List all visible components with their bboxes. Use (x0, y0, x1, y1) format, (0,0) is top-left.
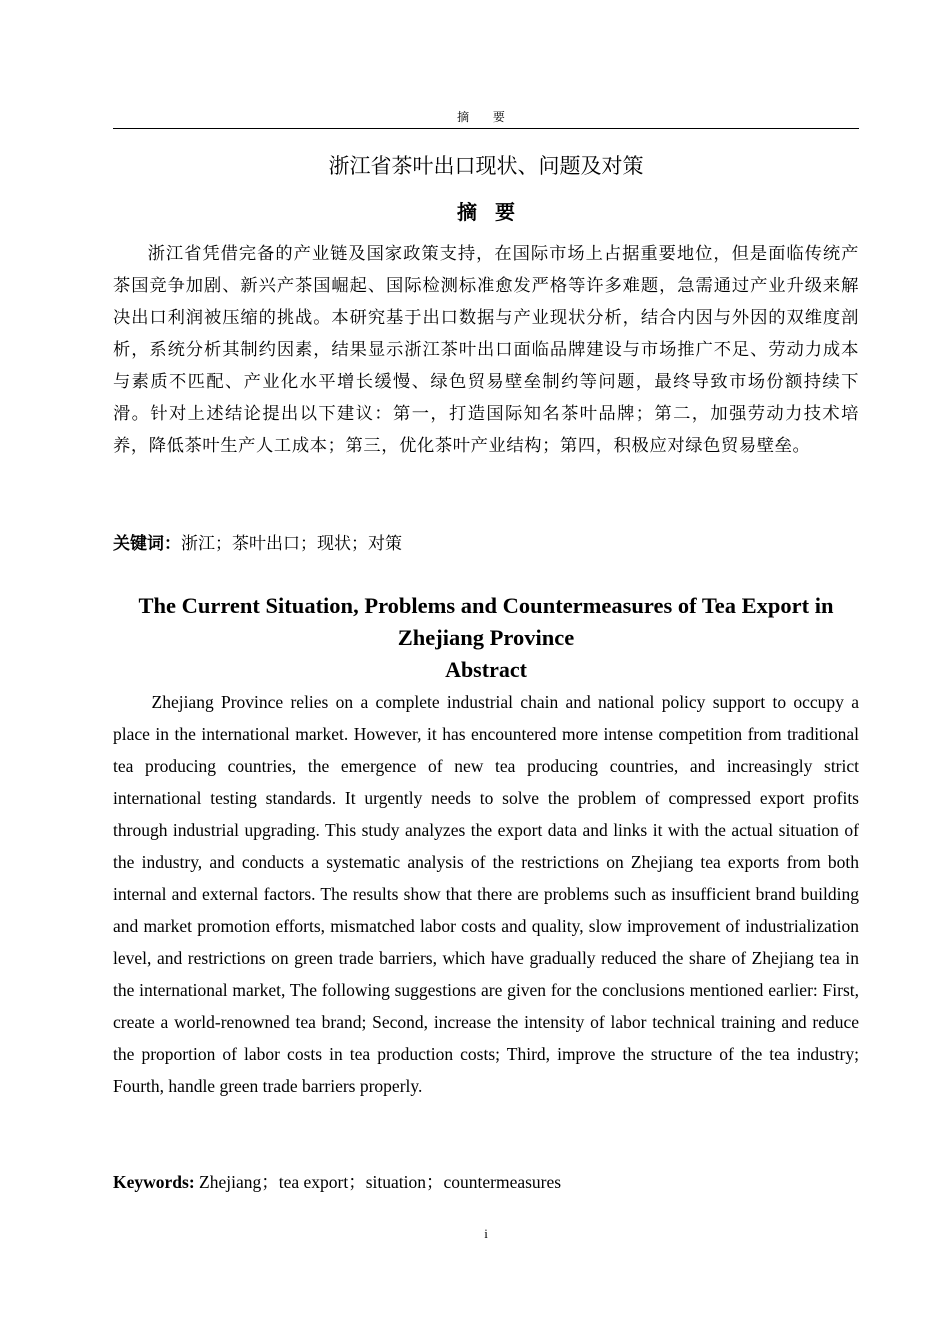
chinese-abstract-heading: 摘要 (457, 200, 533, 224)
english-keywords (113, 1166, 859, 1198)
chinese-keywords-value: 浙江；茶叶出口；现状；对策 (181, 534, 402, 554)
chinese-keywords (113, 528, 859, 560)
chinese-keywords-label: 关键词： (113, 534, 181, 554)
english-keywords-label: Keywords: (113, 1172, 195, 1192)
page-number: i (484, 1226, 488, 1241)
chinese-title: 浙江省茶叶出口现状、问题及对策 (328, 154, 644, 178)
english-abstract-heading: Abstract (445, 657, 527, 682)
english-abstract-body: Zhejiang Province relies on a complete industrial chain and national policy support to occupy a place in the international market. However, it has encountered more intense competition from traditional tea producing countries, the emergence of new tea producing countries, and increasingly strict international testing standards. It urgently needs to solve the problem of compressed export profits through industrial upgrading. This study analyzes the export data and links it with the actual situation of the industry, and conducts a systematic analysis of the restrictions on Zhejiang tea exports from both internal and external factors. The results show that there are problems such as insufficient brand building and market promotion efforts, mismatched labor costs and quality, slow improvement of industrialization level, and restrictions on green trade barriers, which have gradually reduced the share of Zhejiang tea in the international market, The following suggestions are given for the conclusions mentioned earlier: First, create a world-renowned tea brand; Second, increase the intensity of labor technical training and reduce the proportion of labor costs in tea production costs; Third, improve the structure of the tea industry; Fourth, handle green trade barriers properly. (113, 692, 859, 1096)
english-keywords-value: Zhejiang；tea export；situation；countermeasures (194, 1172, 562, 1192)
english-title: The Current Situation, Problems and Countermeasures of Tea Export in Zhejiang Province (138, 593, 834, 650)
header-rule (113, 128, 859, 129)
running-header: 摘 要 (457, 110, 515, 124)
chinese-abstract-body: 浙江省凭借完备的产业链及国家政策支持，在国际市场上占据重要地位，但是面临传统产茶国竞争加剧、新兴产茶国崛起、国际检测标准愈发严格等许多难题，急需通过产业升级来解决出口利润被压缩的挑战。本研究基于出口数据与产业现状分析，结合内因与外因的双维度剖析，系统分析其制约因素，结果显示浙江茶叶出口面临品牌建设与市场推广不足、劳动力成本与素质不匹配、产业化水平增长缓慢、绿色贸易壁垒制约等问题，最终导致市场份额持续下滑。针对上述结论提出以下建议：第一，打造国际知名茶叶品牌；第二，加强劳动力技术培养，降低茶叶生产人工成本；第三，优化茶叶产业结构；第四，积极应对绿色贸易壁垒。 (113, 244, 859, 456)
